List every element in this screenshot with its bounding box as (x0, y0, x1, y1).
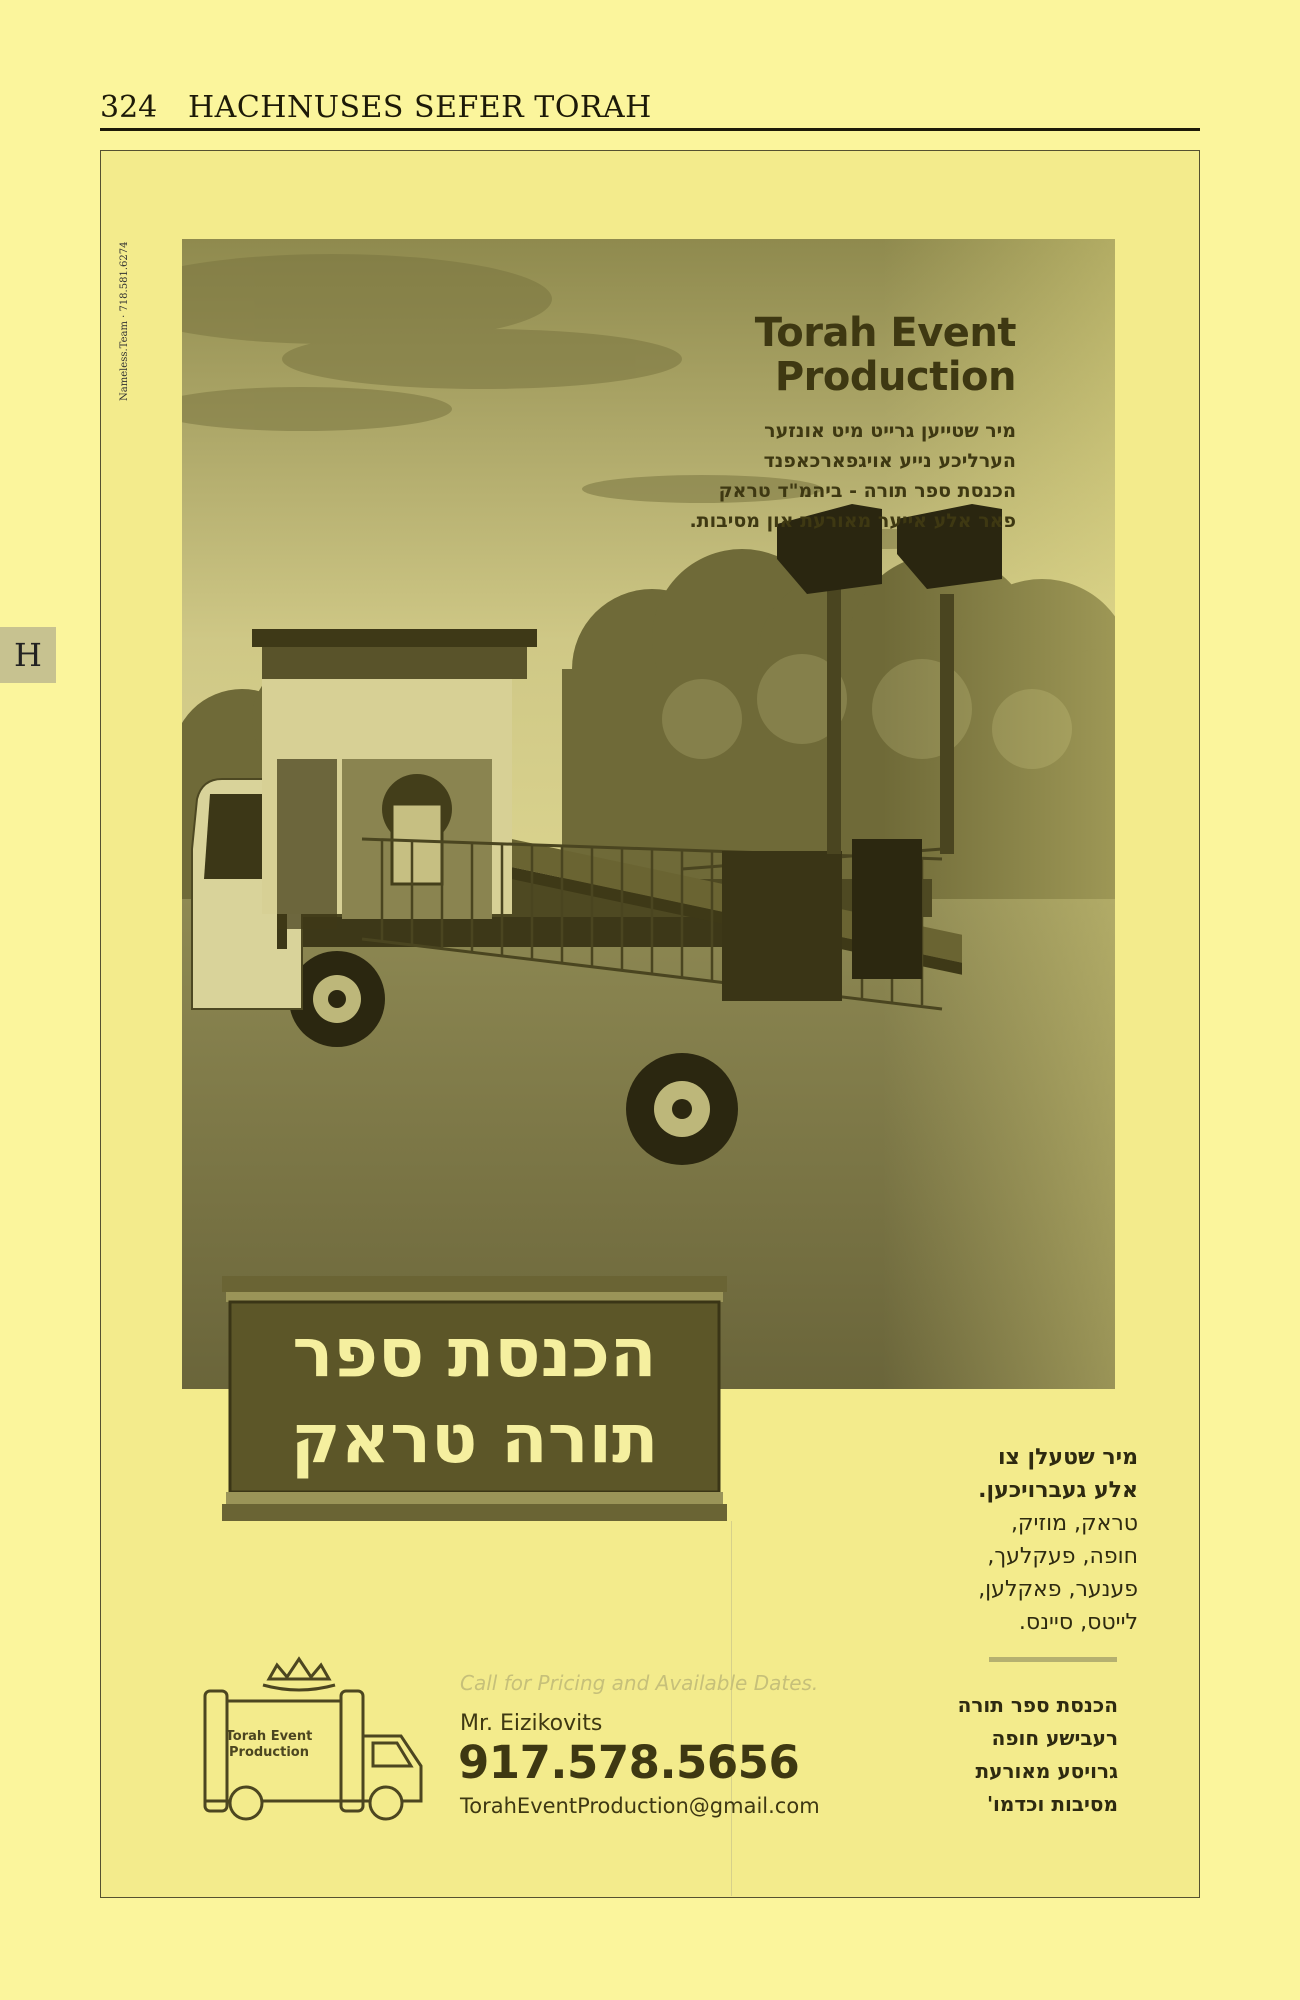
phone-number[interactable]: 917.578.5656 (458, 1736, 800, 1789)
column-divider (731, 1521, 732, 1896)
services-line: לייטס, סיינס. (1018, 1610, 1138, 1635)
tagline-line: הכנסת ספר תורה - ביהמ"ד טראק (718, 480, 1016, 502)
tagline-line: פאר אלע אייער מאורעת און מסיבות. (689, 510, 1016, 532)
services-line: פענער, פאקלען, (978, 1577, 1138, 1602)
advertisement (100, 150, 1200, 1898)
brand-line-2: Production (774, 354, 1016, 400)
benefits-line: רעבישע חופה (991, 1726, 1118, 1750)
services-line: חופה, פעקלעך, (987, 1544, 1138, 1569)
services-line: אלע געברויכען. (978, 1478, 1138, 1503)
sign-line-2: תורה טראק (290, 1400, 659, 1479)
logo-line-1: Torah Event (225, 1729, 313, 1744)
benefits-list (881, 1689, 1118, 1821)
contact-name: Mr. Eizikovits (460, 1711, 603, 1736)
brand-line-1: Torah Event (754, 310, 1016, 356)
tagline-line: הערליכע נייע אויגפארכאפנד (763, 450, 1016, 472)
tagline (621, 416, 1016, 536)
designer-credit: Nameless.Team · 718.581.6274 (119, 241, 130, 401)
sign-title (222, 1311, 727, 1483)
sign-line-1: הכנסת ספר (292, 1314, 657, 1393)
logo-line-2: Production (229, 1745, 309, 1760)
call-to-action: Call for Pricing and Available Dates. (460, 1671, 819, 1695)
truck-photo (182, 239, 1115, 1389)
page-number: 324 (100, 90, 158, 125)
tagline-line: מיר שטייען גרייט מיט אונזער (764, 420, 1016, 442)
logo-text (219, 1729, 319, 1761)
benefits-line: הכנסת ספר תורה (957, 1693, 1118, 1717)
benefits-line: גרויסע מאורעת (975, 1759, 1118, 1783)
services-list (881, 1441, 1138, 1639)
brand-title (701, 311, 1016, 399)
section-index-tab: H (0, 627, 56, 683)
page-header (100, 88, 1200, 131)
divider (989, 1657, 1117, 1662)
email-address[interactable]: TorahEventProduction@gmail.com (460, 1794, 820, 1818)
services-line: טראק, מוזיק, (1010, 1511, 1138, 1536)
services-line: מיר שטעלן צו (997, 1445, 1138, 1470)
benefits-line: מסיבות וכדמו' (986, 1792, 1118, 1816)
section-title: HACHNUSES SEFER TORAH (188, 90, 652, 125)
